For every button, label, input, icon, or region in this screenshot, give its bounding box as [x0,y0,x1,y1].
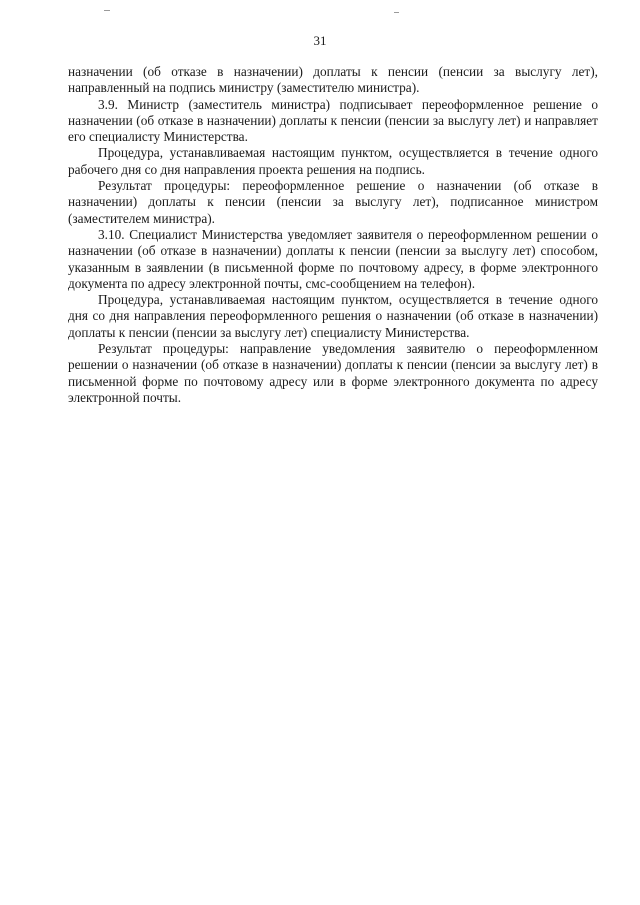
document-body [68,64,598,406]
paragraph: 3.9. Министр (заместитель министра) подписывает переоформленное решение о назначении (об отказе в назначении) доплаты к пенсии (пенсии за выслугу лет) и направляет его специалисту Министерства. [68,96,598,145]
paragraph: Процедура, устанавливаемая настоящим пунктом, осуществляется в течение одного дня со дня направления переоформленного решения о назначении (об отказе в назначении) доплаты к пенсии (пенсии за выслугу лет) специалисту Министерства. [68,292,598,340]
paragraph: Результат процедуры: переоформленное решение о назначении (об отказе в назначении) доплаты к пенсии (пенсии за выслугу лет), подписанное министром (заместителем министра). [68,178,598,226]
paragraph: Результат процедуры: направление уведомления заявителю о переоформленном решении о назначении (об отказе в назначении) доплаты к пенсии (пенсии за выслугу лет) в письменной форме по почтовому адресу или в форме электронного документа по адресу электронной почты. [68,341,598,405]
paragraph: Процедура, устанавливаемая настоящим пунктом, осуществляется в течение одного рабочего дня со дня направления проекта решения на подпись. [68,145,598,177]
scan-artifact [104,10,110,11]
paragraph: назначении (об отказе в назначении) доплаты к пенсии (пенсии за выслугу лет), направленный на подпись министру (заместителю министра). [68,64,598,96]
paragraph: 3.10. Специалист Министерства уведомляет заявителя о переоформленном решении о назначении (об отказе в назначении) доплаты к пенсии (пенсии за выслугу лет) способом, указанным в заявлении (в письменной форме по почтовому адресу, в форме электронного документа по адресу электронной почты, смс-сообщением на телефон). [68,226,598,291]
scan-artifact [394,12,399,13]
page-number: 31 [313,33,327,48]
